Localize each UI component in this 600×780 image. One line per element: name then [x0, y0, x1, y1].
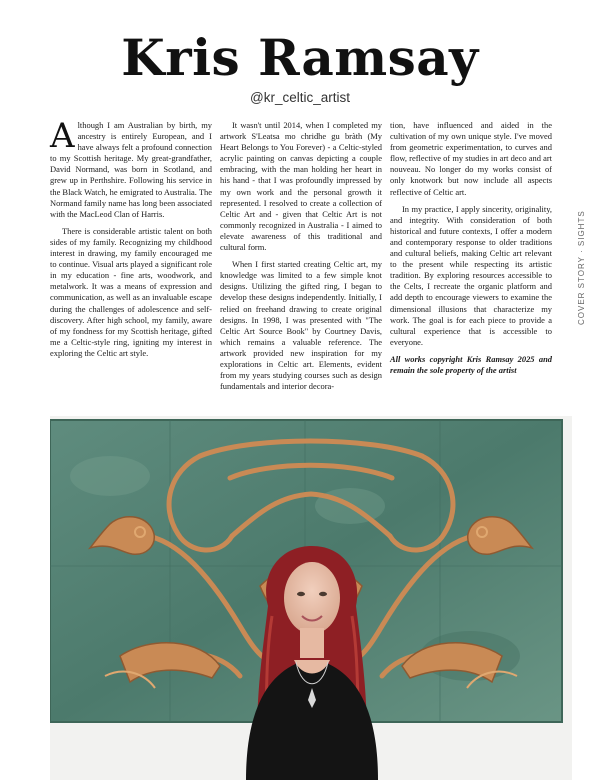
- paragraph-text: lthough I am Australian by birth, my ancestry is entirely European, and I have always felt a profound connection to my Scottish heritage. My great-grandfather, David Normand, was born in Scotland, and grew up in Perthshire. Following his service in the Black Watch, he emigrated to Australia. The Normand family name has long been associated with the MacLeod Clan of Harris.: [50, 120, 212, 219]
- paragraph: tion, have influenced and aided in the cultivation of my own unique style. I've moved from geometric experimentation, to curves and flow, reflective of my studies in art deco and art nouveau. No longer do my works consist of only knotwork but now include all aspects reflective of Celtic art.: [390, 120, 552, 197]
- paragraph: In my practice, I apply sincerity, originality, and integrity. With consideration of both historical and future contexts, I offer a modern and contemporary response to older traditions and cultural beliefs, making Celtic art relevant to the present while respecting its artistic tradition. By exploring resources accessible to the Celts, I recreate the organic platform and add depth to encourage viewers to examine the dimensional illusions that characterize my work. The goal is for each piece to provide a cultural experience that is accessible to everyone.: [390, 203, 552, 347]
- artist-handle: @kr_celtic_artist: [250, 90, 350, 105]
- text-column-1: [50, 116, 212, 365]
- person-face: [284, 562, 340, 634]
- paragraph: [50, 116, 212, 220]
- celtic-artwork-image: [50, 416, 572, 780]
- article-title: Kris Ramsay: [121, 28, 479, 87]
- artist-photo: [50, 416, 572, 780]
- text-column-3: [390, 120, 552, 382]
- paragraph: When I first started creating Celtic art, my knowledge was limited to a few simple knot designs. Utilizing the gifted ring, I began to develop these designs independently. Initially, I relied on freehand drawing to create original designs. In 1998, I was presented with "The Celtic Art Source Book" by Courtney Davis, which remains a valuable reference. The artwork provided new inspiration for my explorations in Celtic art. Elements, evident from my years studying courses such as design fundamentals and interior decora-: [220, 259, 382, 392]
- copyright-note: All works copyright Kris Ramsay 2025 and remain the sole property of the artist: [390, 353, 552, 375]
- section-label: COVER STORY · SIGHTS: [577, 210, 586, 325]
- paragraph: There is considerable artistic talent on both sides of my family. Recognizing my childhood interest in drawing, my family encouraged me to continue. Visual arts played a significant role in my education - fine arts, woodwork, and metalwork. It was a means of expression and communication, as well as an invaluable escape during the challenges of adolescence and self-discovery. After high school, my family, aware of my fondness for my Scottish heritage, gifted me a Celtic-style ring, igniting my interest in exploring the Celtic art style.: [50, 225, 212, 358]
- paragraph: It wasn't until 2014, when I completed my artwork S'Leatsa mo chridhe gu bràth (My Heart Belongs to You Forever) - a Celtic-styled acrylic painting on canvas depicting a couple embracing, with the man holding her heart in his hand - that I was profoundly impressed by my own work and the personal growth it represented. I resolved to create a collection of Celtic Art and - given that Celtic Art is not commonly recognized in Australia - I aimed to elevate awareness of this traditional and cultural form.: [220, 120, 382, 253]
- drop-cap: A: [50, 116, 75, 156]
- text-column-2: [220, 120, 382, 398]
